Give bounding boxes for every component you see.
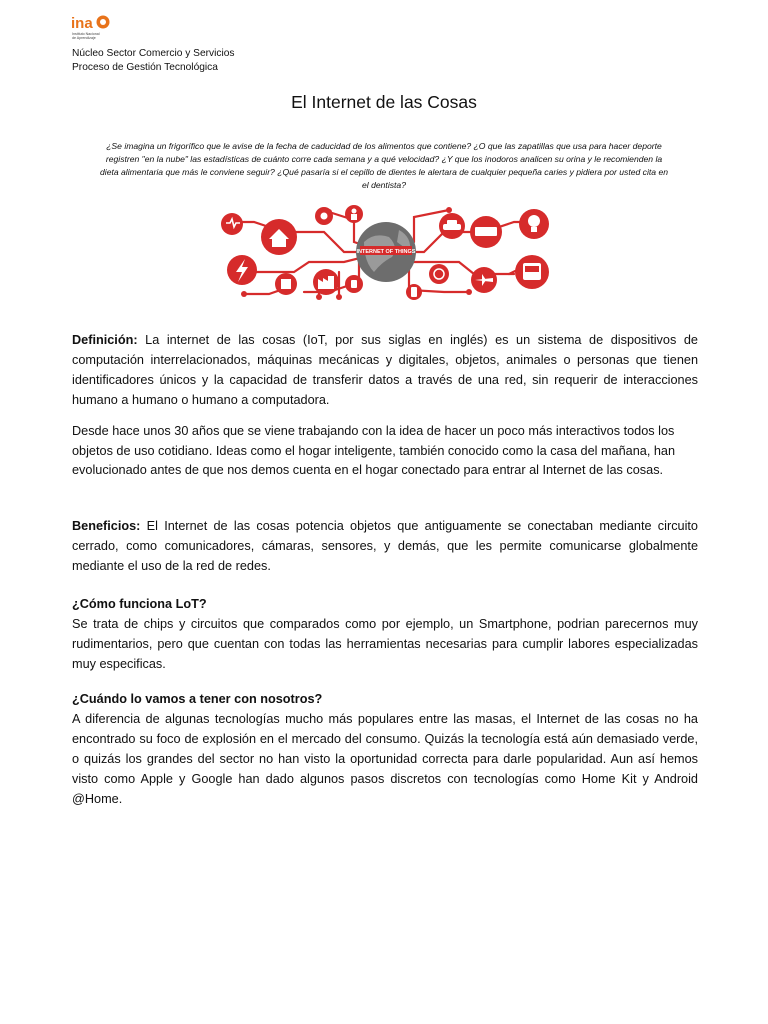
bus-icon bbox=[515, 255, 549, 289]
plane-icon bbox=[471, 267, 497, 293]
how-section bbox=[72, 594, 698, 674]
phone-icon bbox=[406, 284, 422, 300]
ina-logo-mark bbox=[70, 13, 110, 31]
clock-icon bbox=[429, 264, 449, 284]
history-paragraph: Desde hace unos 30 años que se viene trabajando con la idea de hacer un poco más interactivos todos los objetos de uso cotidiano. Ideas como el hogar inteligente, también conocido como la casa del mañana, han evolucionado antes de que nos demos cuenta en el hogar conectado para entrar al Internet de las cosas. bbox=[72, 424, 676, 477]
lightning-icon bbox=[227, 255, 257, 285]
chip-icon bbox=[275, 273, 297, 295]
factory-icon bbox=[313, 269, 339, 295]
when-text: A diferencia de algunas tecnologías mucho más populares entre las masas, el Internet de las cosas no ha encontrado su foco de explosión en el mercado del consumo. Quizás la tecnología está aún demasiado verde, o quizás los grandes del sector no han visto la oportunidad correcta para darle popularidad. Aun así hemos visto como Apple y Google han dado algunos pasos discretos con tecnologías como Home Kit y Android @Home. bbox=[72, 712, 698, 806]
definition-paragraph bbox=[72, 330, 698, 410]
person-icon bbox=[345, 205, 363, 223]
globe-label: INTERNET OF THINGS bbox=[356, 249, 416, 255]
ina-logo bbox=[70, 13, 114, 43]
intro-paragraph: ¿Se imagina un frigorífico que le avise de la fecha de caducidad de los alimentos que contiene? ¿O que las zapatillas que usa para hacer deporte registren "en la nube" las estadísticas de cuánto corre cada semana y a qué velocidad? ¿Y que los inodoros analicen su orina y le recomienden la dieta alimentaria que más le conviene seguir? ¿Qué pasaría si el cepillo de dientes le alertara de cualquier pequeña caries y pidiera por usted cita en el dentista? bbox=[100, 141, 669, 190]
gear-icon bbox=[315, 207, 333, 225]
header-line-1: Núcleo Sector Comercio y Servicios bbox=[72, 48, 235, 59]
definition-label: Definición: bbox=[72, 333, 138, 347]
globe-icon bbox=[356, 222, 416, 282]
page-title: El Internet de las Cosas bbox=[291, 92, 477, 112]
home-icon bbox=[261, 219, 297, 255]
benefits-label: Beneficios: bbox=[72, 519, 141, 533]
when-section bbox=[72, 689, 698, 809]
logo-caption: Instituto Nacional de Aprendizaje bbox=[72, 32, 100, 40]
logo-wordmark: ina bbox=[71, 15, 93, 31]
benefits-text: El Internet de las cosas potencia objetos que antiguamente se conectaban mediante circuito cerrado, como comunicadores, cámaras, sensores, y demás, que les permite comunicarse globalmente mediante el uso de la red de redes. bbox=[72, 519, 698, 573]
watch-icon bbox=[345, 275, 363, 293]
when-heading: ¿Cuándo lo vamos a tener con nosotros? bbox=[72, 692, 323, 706]
definition-text: La internet de las cosas (IoT, por sus siglas en inglés) es un sistema de dispositivos de computación interrelacionados, máquinas mecánicas y digitales, objetos, animales o personas que tienen identificadores únicos y la capacidad de transferir datos a través de una red, sin requerir de interacciones humano a humano o humano a computadora. bbox=[72, 333, 698, 407]
how-text: Se trata de chips y circuitos que comparados como por ejemplo, un Smartphone, podrian parecernos muy rudimentarios, pero que cuentan con todas las herramientas necesarias para cumplir labores especializadas muy especificas. bbox=[72, 617, 698, 671]
car-icon bbox=[439, 213, 465, 239]
truck-icon bbox=[470, 216, 502, 248]
iot-illustration bbox=[214, 202, 554, 302]
bulb-icon bbox=[519, 209, 549, 239]
heart-icon bbox=[221, 213, 243, 235]
header-line-2: Proceso de Gestión Tecnológica bbox=[72, 62, 218, 73]
benefits-paragraph bbox=[72, 516, 698, 576]
how-heading: ¿Cómo funciona LoT? bbox=[72, 597, 207, 611]
